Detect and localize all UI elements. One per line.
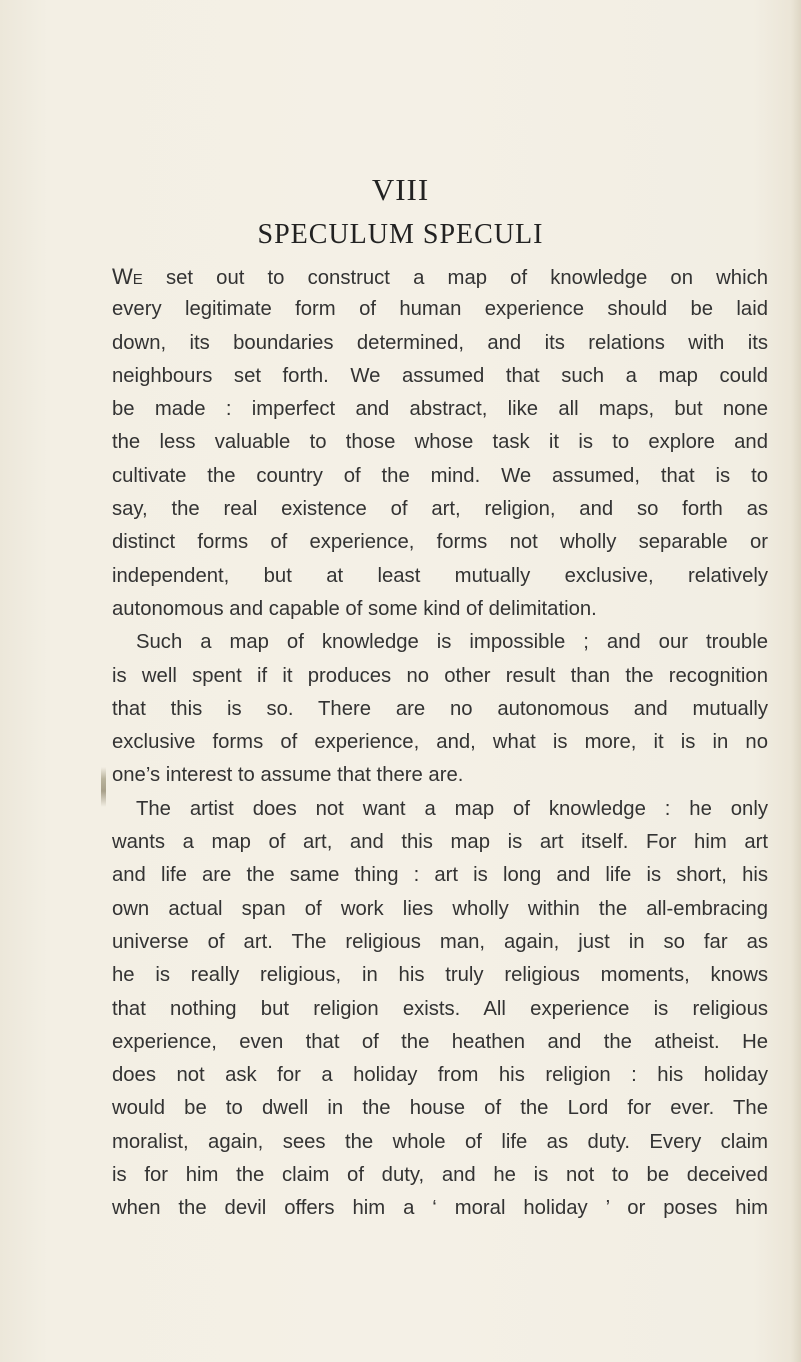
text-line: down, its boundaries determined, and its relations with its bbox=[112, 331, 768, 354]
text-line: Such a map of knowledge is impossible ; and our trouble bbox=[136, 631, 768, 654]
text-line: is for him the claim of duty, and he is not to be deceived bbox=[112, 1164, 768, 1187]
text-line: be made : imperfect and abstract, like all maps, but none bbox=[112, 398, 768, 421]
text-line: he is really religious, in his truly religious moments, knows bbox=[112, 964, 768, 987]
text-line: and life are the same thing : art is long and life is short, his bbox=[112, 864, 768, 887]
opening-word: We bbox=[112, 264, 143, 289]
text-line: every legitimate form of human experience should be laid bbox=[112, 298, 768, 321]
text-line: cultivate the country of the mind. We assumed, that is to bbox=[112, 464, 768, 487]
text-line bbox=[112, 260, 768, 293]
text-line: independent, but at least mutually exclusive, relatively bbox=[112, 564, 768, 587]
body-text bbox=[112, 260, 768, 1226]
chapter-title: SPECULUM SPECULI bbox=[257, 219, 544, 250]
margin-mark bbox=[101, 767, 106, 807]
text-line: moralist, again, sees the whole of life as duty. Every claim bbox=[112, 1130, 768, 1153]
text-line: The artist does not want a map of knowledge : he only bbox=[136, 797, 768, 820]
text-line: wants a map of art, and this map is art itself. For him art bbox=[112, 831, 768, 854]
text-line: autonomous and capable of some kind of delimitation. bbox=[112, 597, 597, 620]
text-line: that this is so. There are no autonomous and mutually bbox=[112, 697, 768, 720]
text-line-rest: set out to construct a map of knowledge on which bbox=[142, 267, 768, 289]
chapter-number: VIII bbox=[371, 172, 430, 207]
text-line: neighbours set forth. We assumed that such a map could bbox=[112, 364, 768, 387]
text-line: universe of art. The religious man, again, just in so far as bbox=[112, 930, 768, 953]
text-line: when the devil offers him a ‘ moral holiday ’ or poses him bbox=[112, 1197, 768, 1220]
text-line: distinct forms of experience, forms not wholly separable or bbox=[112, 531, 768, 554]
text-line: own actual span of work lies wholly within the all-embracing bbox=[112, 897, 768, 920]
text-line: that nothing but religion exists. All experience is religious bbox=[112, 997, 768, 1020]
text-line: one’s interest to assume that there are. bbox=[112, 764, 464, 787]
text-line: experience, even that of the heathen and the atheist. He bbox=[112, 1030, 768, 1053]
text-line: is well spent if it produces no other result than the recognition bbox=[112, 664, 768, 687]
text-line: does not ask for a holiday from his religion : his holiday bbox=[112, 1064, 768, 1087]
text-line: would be to dwell in the house of the Lord for ever. The bbox=[112, 1097, 768, 1120]
text-line: say, the real existence of art, religion, and so forth as bbox=[112, 498, 768, 521]
text-line: exclusive forms of experience, and, what is more, it is in no bbox=[112, 731, 768, 754]
text-line: the less valuable to those whose task it is to explore and bbox=[112, 431, 768, 454]
